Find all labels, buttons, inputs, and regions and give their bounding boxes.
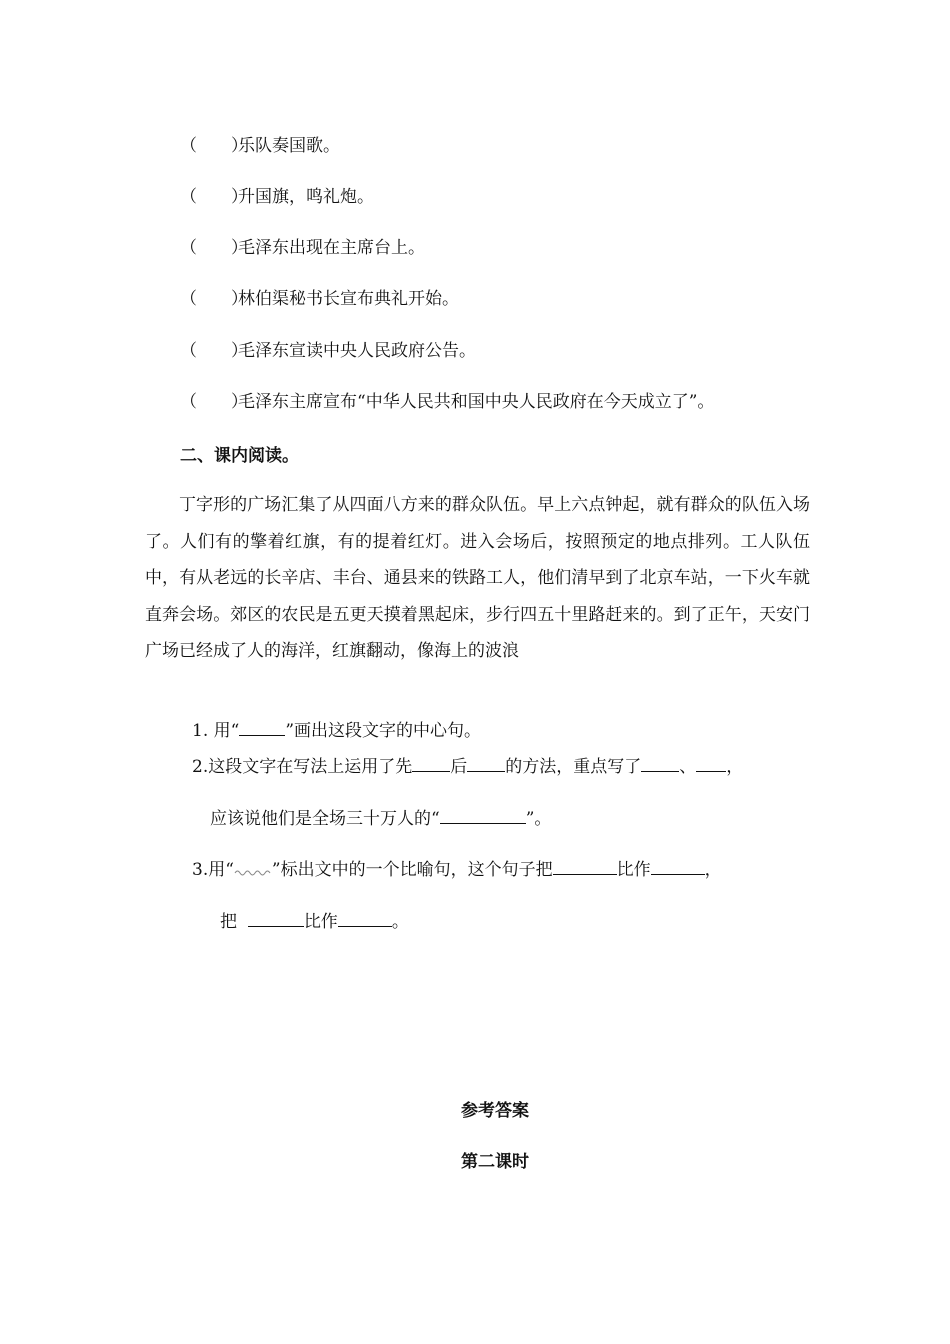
question-3 — [192, 857, 722, 882]
question-2 — [192, 754, 743, 779]
order-item — [180, 185, 374, 209]
question-text: 用“ — [213, 721, 240, 741]
section-heading: 二、课内阅读。 — [180, 446, 299, 466]
order-item-text: 毛泽东主席宣布“中华人民共和国中央人民政府在今天成立了”。 — [238, 392, 715, 412]
question-text: 应该说他们是全场三十万人的“ — [210, 809, 440, 829]
question-2-continued — [210, 806, 551, 831]
question-text: ， — [726, 757, 744, 777]
answer-blank[interactable] — [553, 857, 617, 875]
question-text: 。 — [391, 912, 409, 932]
passage-text: 丁字形的广场汇集了从四面八方来的群众队伍。早上六点钟起，就有群众的队伍入场了。人们有的擎着红旗，有的提着红灯。进入会场后，按照预定的地点排列。工人队伍中，有从老远的长辛店、丰台、通县来的铁路工人，他们清早到了北京车站，一下火车就直奔会场。郊区的农民是五更天摸着黑起床，步行四五十里路赶来的。到了正午，天安门广场已经成了人的海洋，红旗翻动，像海上的波浪 — [145, 495, 810, 661]
answer-blank[interactable] — [440, 806, 526, 824]
question-text: ”。 — [525, 809, 552, 829]
answer-title: 参考答案 — [461, 1101, 529, 1121]
order-item — [180, 287, 459, 311]
answer-blank[interactable] — [651, 857, 705, 875]
question-text: 把 — [220, 912, 237, 932]
answer-paren[interactable]: （ ） — [180, 136, 248, 156]
answer-blank[interactable] — [412, 754, 450, 772]
question-1 — [192, 718, 481, 743]
question-text: 、 — [679, 757, 697, 777]
answer-blank[interactable] — [248, 909, 304, 927]
question-text: 后 — [450, 757, 468, 777]
order-item — [180, 339, 476, 363]
answer-blank[interactable] — [467, 754, 505, 772]
question-text: ”标出文中的一个比喻句，这个句子把 — [271, 860, 553, 880]
answer-blank[interactable] — [696, 754, 726, 772]
question-text: ”画出这段文字的中心句。 — [285, 721, 482, 741]
wavy-line-icon — [234, 867, 272, 877]
answer-paren[interactable]: （ ） — [180, 289, 248, 309]
order-item-text: 林伯渠秘书长宣布典礼开始。 — [238, 289, 459, 309]
question-text: 的方法，重点写了 — [505, 757, 642, 777]
underline-mark-sample — [239, 718, 285, 736]
answer-paren[interactable]: （ ） — [180, 341, 248, 361]
answer-paren[interactable]: （ ） — [180, 392, 248, 412]
answer-paren[interactable]: （ ） — [180, 187, 248, 207]
question-text: 比作 — [303, 912, 338, 932]
order-item — [180, 390, 714, 414]
order-item — [180, 236, 425, 260]
order-item-text: 毛泽东宣读中央人民政府公告。 — [238, 341, 476, 361]
lesson-title: 第二课时 — [461, 1152, 529, 1172]
order-item-text: 毛泽东出现在主席台上。 — [238, 238, 425, 258]
answer-paren[interactable]: （ ） — [180, 238, 248, 258]
answer-blank[interactable] — [338, 909, 392, 927]
question-text: ， — [704, 860, 722, 880]
order-item-text: 升国旗，鸣礼炮。 — [238, 187, 374, 207]
question-number: 1. — [192, 721, 209, 741]
answer-blank[interactable] — [641, 754, 679, 772]
order-item-text: 乐队奏国歌。 — [238, 136, 340, 156]
question-text: 比作 — [616, 860, 651, 880]
reading-passage — [145, 487, 810, 670]
question-text: 2.这段文字在写法上运用了先 — [192, 757, 413, 777]
question-text: 3.用“ — [192, 860, 234, 880]
question-3-continued — [220, 909, 409, 934]
order-item — [180, 134, 340, 158]
